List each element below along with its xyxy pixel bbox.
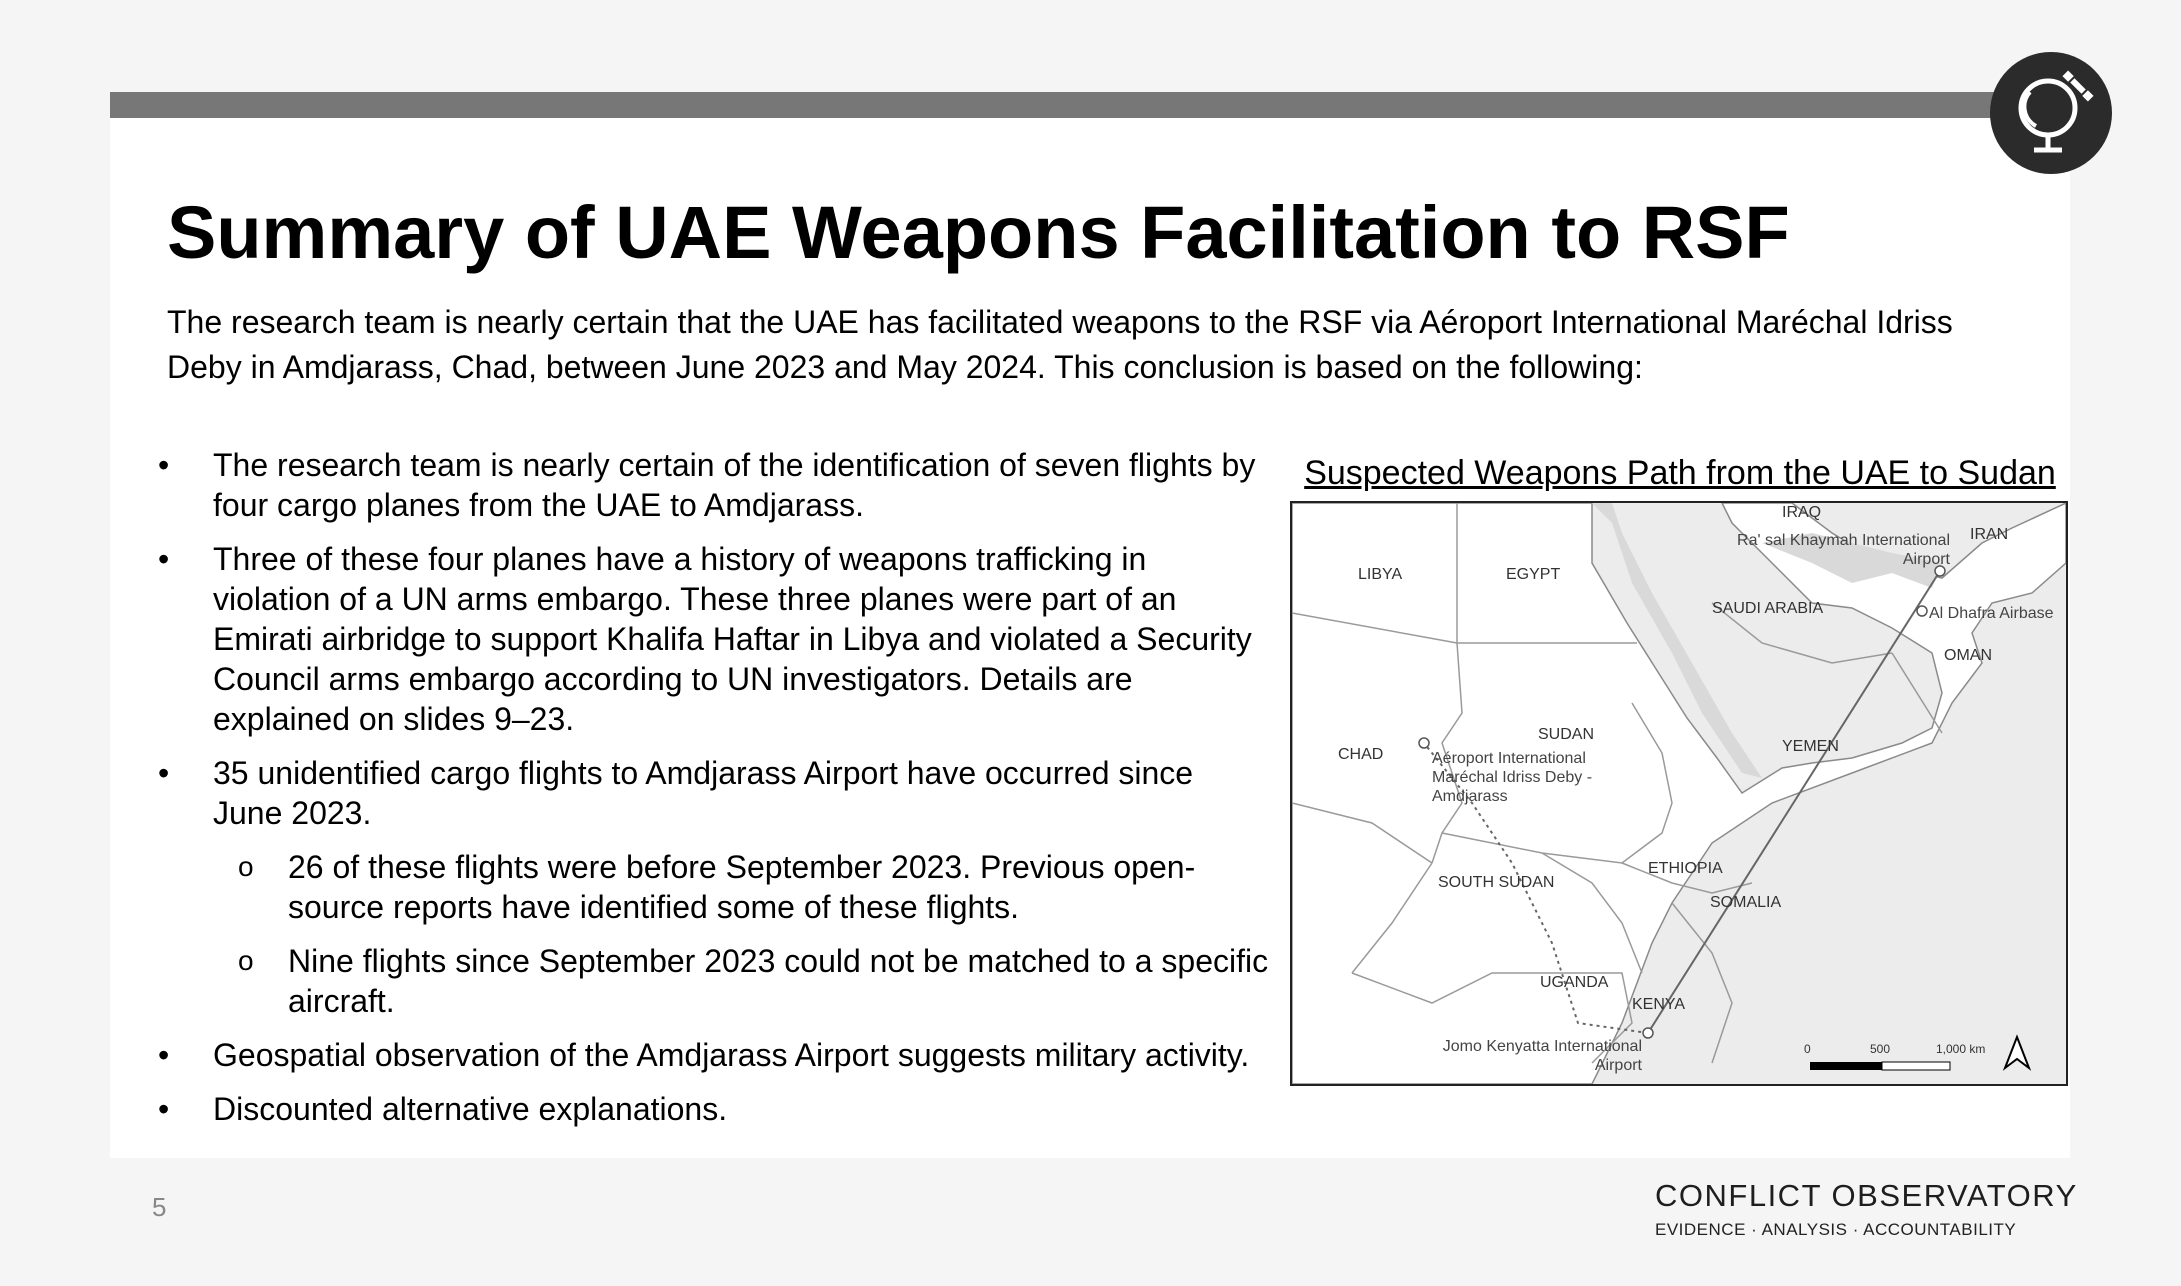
country-label-chad: CHAD [1338,746,1384,763]
country-label-uganda: UGANDA [1540,974,1609,991]
country-label-sudan: SUDAN [1538,726,1595,743]
country-label-oman: OMAN [1944,647,1992,664]
country-label-yemen: YEMEN [1782,738,1839,755]
bullet-text: The research team is nearly certain of the identification of seven flights by four cargo planes from the UAE to Amdjarass. [213,447,1256,523]
bullet-marker: • [158,1037,170,1073]
north-arrow-icon [2005,1037,2029,1068]
country-label-saudi-arabia: SAUDI ARABIA [1712,600,1824,617]
sub-list-item [150,847,1270,927]
bullet-text: Nine flights since September 2023 could not be matched to a specific aircraft. [288,943,1269,1019]
airport-label-al-dhafra: Al Dhafra Airbase [1929,605,2054,622]
scale-label-max: 1,000 km [1936,1042,1986,1056]
bullet-text: Discounted alternative explanations. [213,1091,728,1127]
bullet-text: 26 of these flights were before September 2023. Previous open-source reports have identified some of these flights. [288,849,1196,925]
weapons-path-map [1290,501,2068,1086]
country-label-somalia: SOMALIA [1710,894,1782,911]
header-bar [110,92,2070,118]
airport-marker [1643,1028,1653,1038]
country-label-iraq: IRAQ [1782,504,1822,521]
bullet-text: Geospatial observation of the Amdjarass Airport suggests military activity. [213,1037,1250,1073]
country-label-south-sudan: SOUTH SUDAN [1438,874,1555,891]
bullet-marker: • [158,1091,170,1127]
map-title: Suspected Weapons Path from the UAE to Sudan [1304,454,2056,492]
list-item [150,539,1270,739]
country-label-kenya: KENYA [1632,996,1686,1013]
list-item [150,1089,1270,1129]
sub-bullet-marker: o [238,851,254,882]
bullet-marker: • [158,541,170,577]
bullet-list [150,445,1270,1143]
country-label-egypt: EGYPT [1506,566,1561,583]
airport-label-amdjarass: Aéroport International Maréchal Idriss Deby - Amdjarass [1432,750,1593,805]
scale-label-zero: 0 [1804,1042,1811,1056]
scale-label-mid: 500 [1870,1042,1891,1056]
brand-logo [1655,1178,2078,1240]
country-label-iran: IRAN [1970,526,2009,543]
bullet-text: Three of these four planes have a history of weapons trafficking in violation of a UN arms embargo. These three planes were part of an Emirati airbridge to support Khalifa Haftar in Libya and violated a Security Council arms embargo according to UN investigators. Details are explained on slides 9–23. [213,541,1252,737]
slide-title: Summary of UAE Weapons Facilitation to RSF [167,191,1790,274]
scale-bar-black [1810,1062,1882,1070]
bullet-text: 35 unidentified cargo flights to Amdjarass Airport have occurred since June 2023. [213,755,1194,831]
scale-bar-white [1882,1062,1950,1070]
globe-satellite-icon [1990,52,2112,174]
airport-label-jomo-kenyatta: Jomo Kenyatta International Airport [1442,1038,1642,1074]
country-label-libya: LIBYA [1358,566,1403,583]
sub-bullet-marker: o [238,945,254,976]
bullet-marker: • [158,447,170,483]
list-item [150,445,1270,525]
page-number: 5 [152,1192,167,1222]
airport-marker [1917,606,1927,616]
brand-name: CONFLICT OBSERVATORY [1655,1178,2078,1213]
airport-label-ras-al-khaimah: Ra' sal Khaymah International Airport [1737,532,1950,568]
bullet-marker: • [158,755,170,791]
list-item [150,753,1270,833]
country-label-ethiopia: ETHIOPIA [1648,860,1723,877]
sub-list-item [150,941,1270,1021]
brand-tagline: EVIDENCE · ANALYSIS · ACCOUNTABILITY [1655,1220,2017,1239]
intro-paragraph: The research team is nearly certain that the UAE has facilitated weapons to the RSF via Aéroport International Maréchal Idriss Deby in Amdjarass, Chad, between June 2023 and May 2024. This conclusion is based on the following: [167,304,1953,385]
list-item [150,1035,1270,1075]
airport-marker [1419,738,1429,748]
